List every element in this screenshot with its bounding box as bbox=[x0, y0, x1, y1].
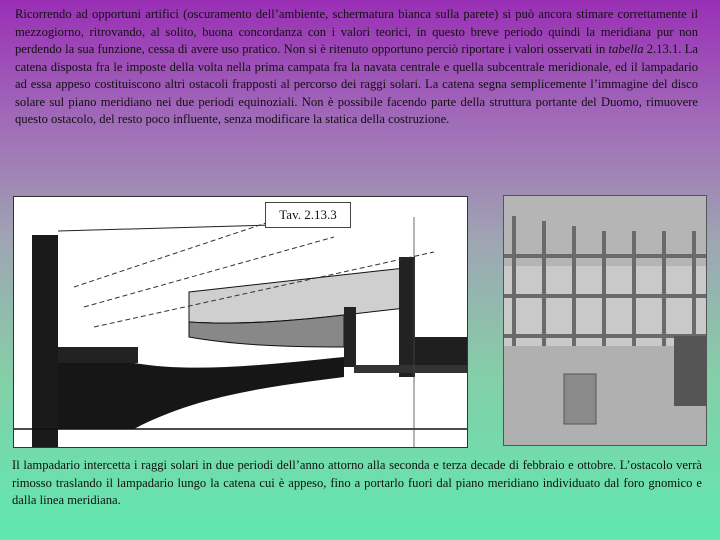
roof-slab bbox=[189, 267, 414, 323]
right-column-2 bbox=[399, 257, 415, 377]
left-ledge bbox=[58, 347, 138, 363]
intro-paragraph bbox=[15, 6, 698, 129]
left-pillar bbox=[32, 235, 58, 448]
section-drawing-figure bbox=[13, 196, 468, 448]
cathedral-section-drawing bbox=[14, 197, 468, 448]
intro-paragraph-part1: Ricorrendo ad opportuni artifici (oscuramento dell’ambiente, schermatura bianca sulla parete) si può ancora stimare correttamente il mezzogiorno, ritrovando, al solito, buona concordanza con i valori teorici, in questo breve periodo quindi la meridiana pur non perdendo la sua funzione, cessa di avere uso pratico. Non si è ritenuto opportuno perciò riportare i valori osservati in bbox=[15, 7, 698, 56]
meridian-slot bbox=[564, 374, 596, 424]
rooftop-photo bbox=[504, 196, 707, 446]
dimension-line bbox=[58, 225, 274, 231]
intro-paragraph-part2: 2.13.1. La catena disposta fra le imposte della volta nella prima campata fra la navata centrale e quella subcentrale meridionale, ed il lampadario ad essa appeso costituiscono altri ostacoli frapposti al percorso dei raggi solari. La catena segna semplicemente l’immagine del disco solare sul piano meridiano nei due periodi equinoziali. Non è possibile facendo parte della struttura portante del Duomo, rimuovere questo ostacolo, del resto poco influente, senza modificare la statica della costruzione. bbox=[15, 42, 698, 126]
figure-label: Tav. 2.13.3 bbox=[265, 202, 351, 228]
right-block bbox=[414, 337, 468, 367]
photo-figure bbox=[503, 195, 707, 446]
photo-pillar bbox=[674, 336, 707, 406]
right-beam bbox=[354, 365, 468, 373]
vault-mass bbox=[58, 357, 344, 429]
right-column-1 bbox=[344, 307, 356, 367]
table-reference: tabella bbox=[608, 42, 644, 56]
caption-paragraph: Il lampadario intercetta i raggi solari in due periodi dell’anno attorno alla seconda e terza decade di febbraio e ottobre. L’ostacolo verrà rimosso traslando il lampadario lungo la catena cui è appeso, fino a portarlo fuori dal piano meridiano individuato dal foro gnomico e dalla linea meridiana. bbox=[12, 458, 702, 507]
